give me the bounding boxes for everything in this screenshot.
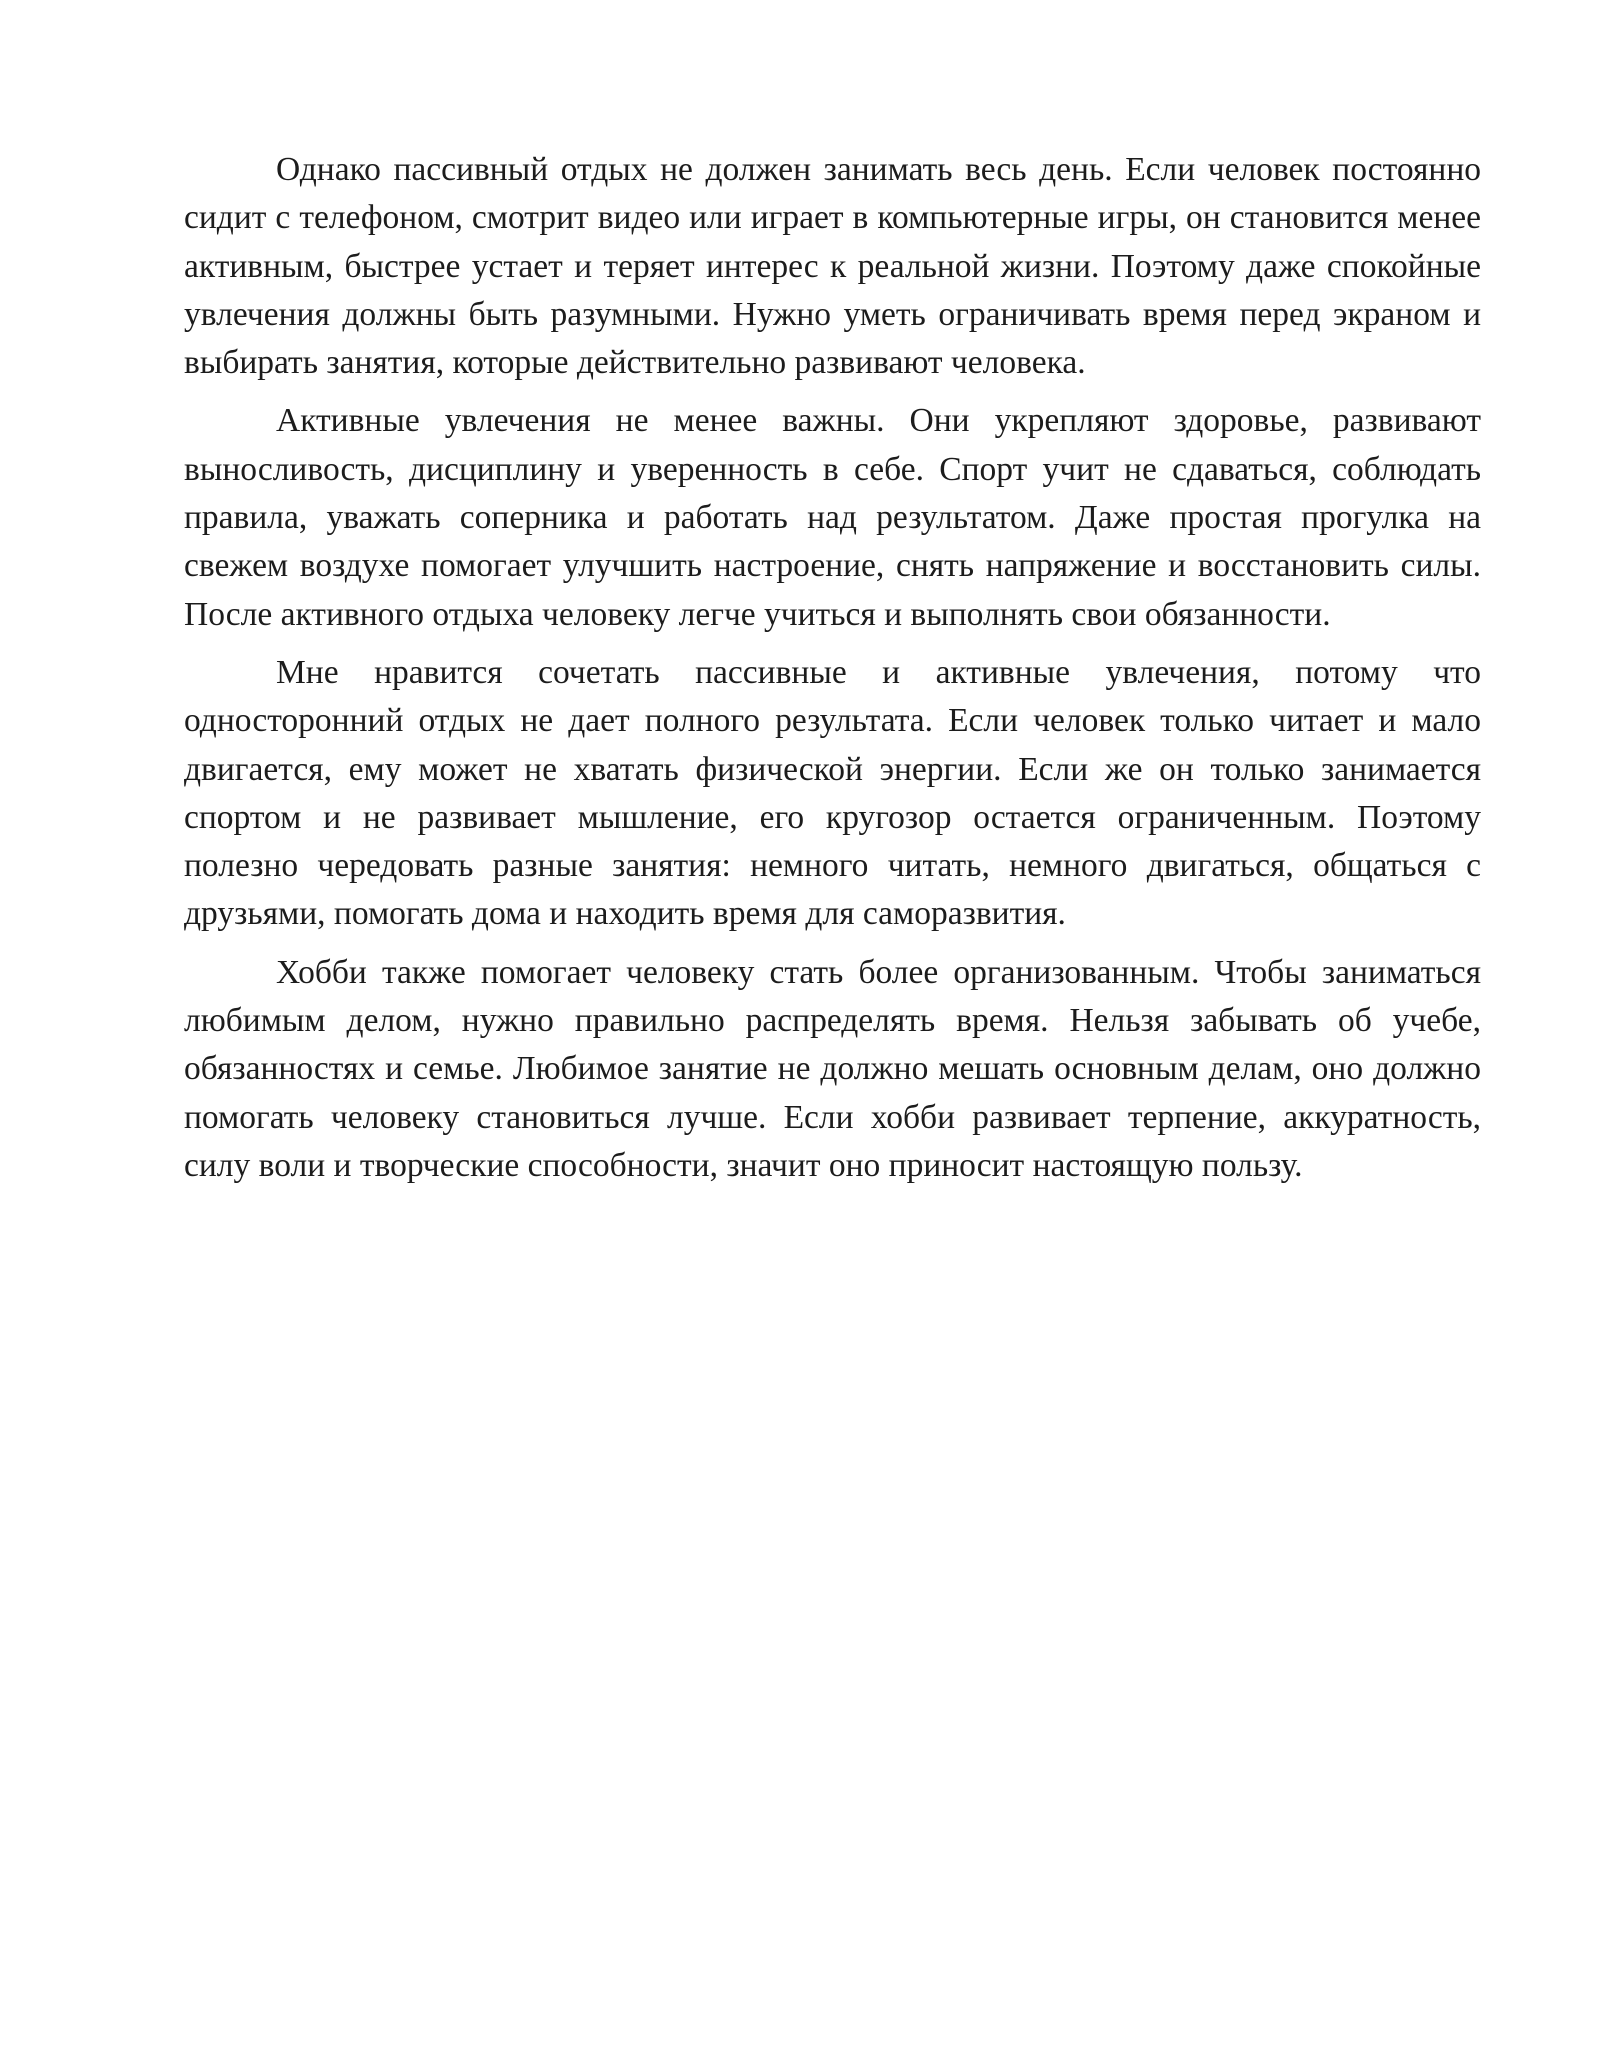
paragraph-combining-hobbies: Мне нравится сочетать пассивные и активные увлечения, потому что односторонний отдых не дает полного результата. Если человек только читает и мало двигается, ему может не хватать физической энергии. Если же он только занимается спортом и не развивает мышление, его кругозор остается ограниченным. Поэтому полезно чередовать разные занятия: немного читать, немного двигаться, общаться с друзьями, помогать дома и находить время для саморазвития. <box>184 653 1481 933</box>
paragraph-organization: Хобби также помогает человеку стать более организованным. Чтобы заниматься любимым делом, нужно правильно распределять время. Нельзя забывать об учебе, обязанностях и семье. Любимое занятие не должно мешать основным делам, оно должно помогать человеку становиться лучше. Если хобби развивает терпение, аккуратность, силу воли и творческие способности, значит оно приносит настоящую пользу. <box>184 953 1481 1184</box>
paragraph-active-hobbies: Активные увлечения не менее важны. Они укрепляют здоровье, развивают выносливость, дисциплину и уверенность в себе. Спорт учит не сдаваться, соблюдать правила, уважать соперника и работать над результатом. Даже простая прогулка на свежем воздухе помогает улучшить настроение, снять напряжение и восстановить силы. После активного отдыха человеку легче учиться и выполнять свои обязанности. <box>184 402 1481 633</box>
paragraph-passive-rest: Однако пассивный отдых не должен занимать весь день. Если человек постоянно сидит с телефоном, смотрит видео или играет в компьютерные игры, он становится менее активным, быстрее устает и теряет интерес к реальной жизни. Поэтому даже спокойные увлечения должны быть разумными. Нужно уметь ограничивать время перед экраном и выбирать занятия, которые действительно развивают человека. <box>184 151 1481 382</box>
document-body <box>184 146 1481 1200</box>
